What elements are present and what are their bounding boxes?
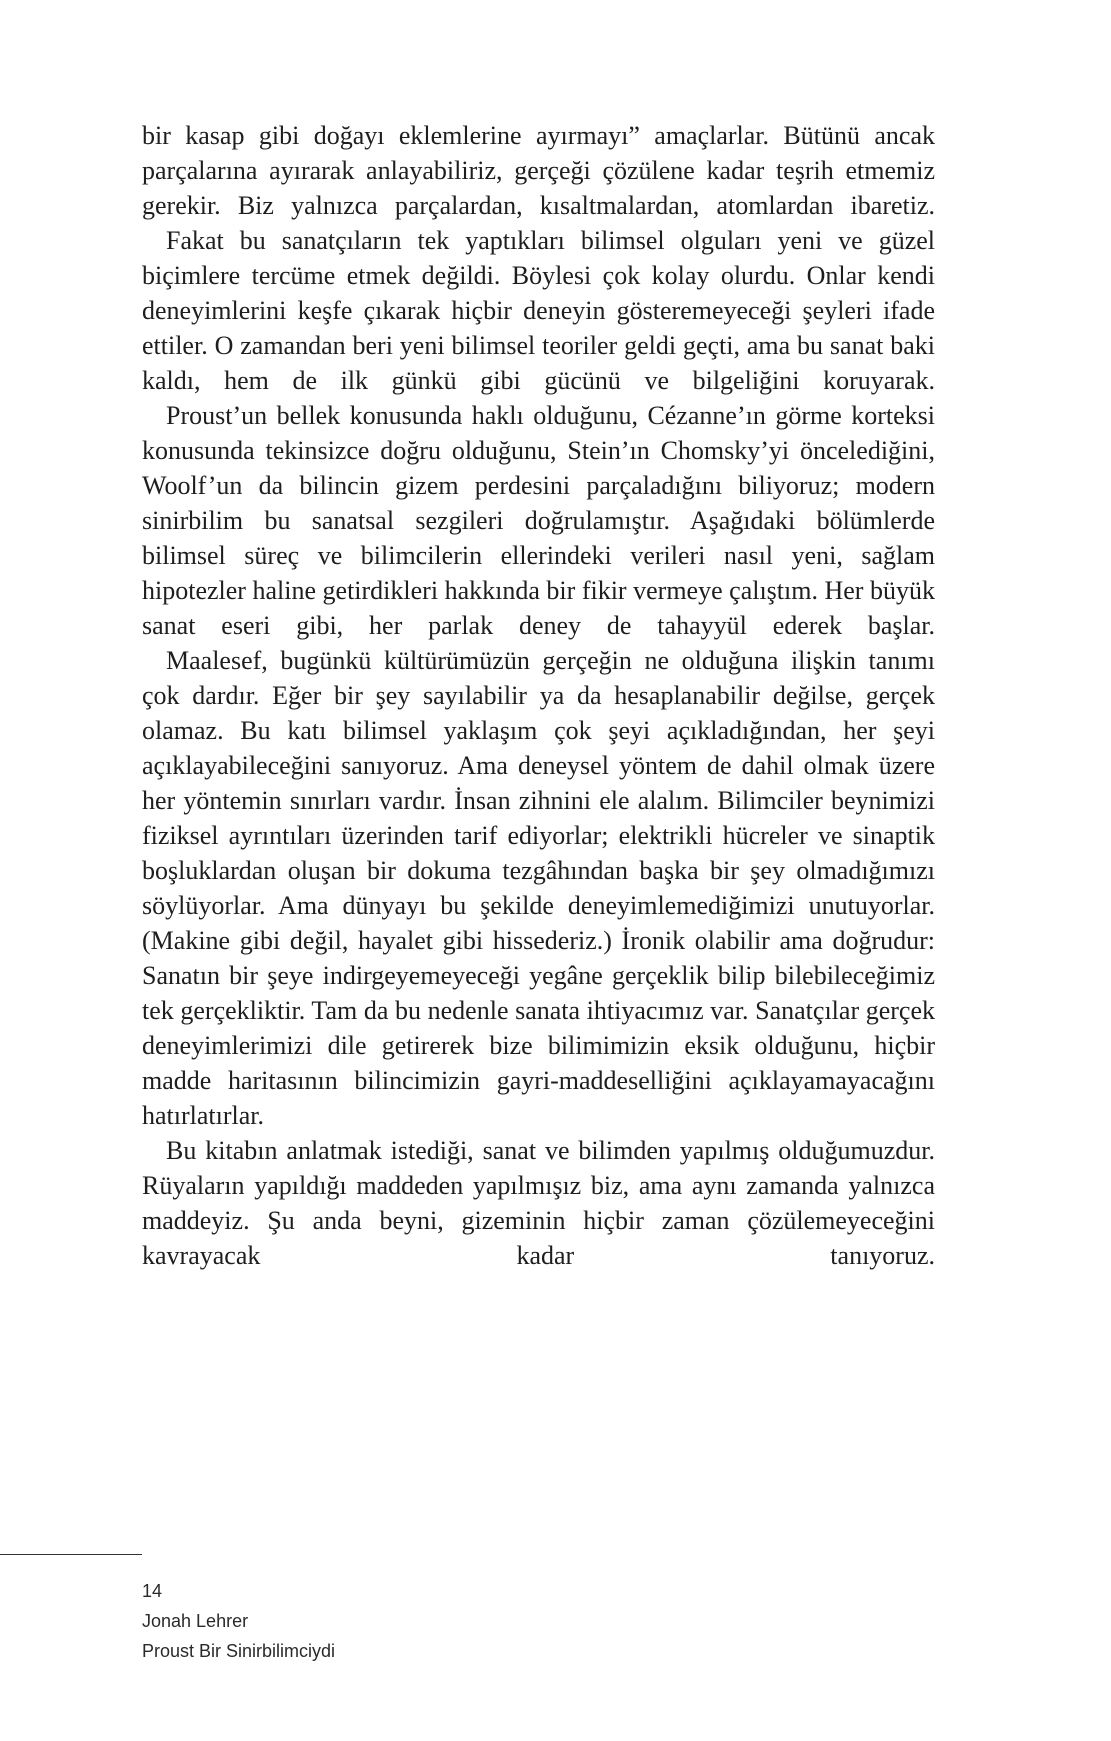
paragraph: Fakat bu sanatçıların tek yaptıkları bilimsel olguları yeni ve güzel biçimlere tercüme etmek değildi. Böylesi çok kolay olurdu. Onlar kendi deneyimlerini keşfe çıkarak hiçbir deneyin gösteremeyeceği şeyleri ifade ettiler. O zamandan beri yeni bilimsel teoriler geldi geçti, ama bu sanat baki kaldı, hem de ilk günkü gibi gücünü ve bilgeliğini koruyarak. [142,226,935,395]
paragraph: bir kasap gibi doğayı eklemlerine ayırmayı” amaçlarlar. Bütünü ancak parçalarına ayırarak anlayabiliriz, gerçeği çözülene kadar teşrih etmemiz gerekir. Biz yalnızca parçalardan, kısaltmalardan, atomlardan ibaretiz. [142,121,935,220]
book-title: Proust Bir Sinirbilimciydi [142,1641,336,1661]
body-text [142,118,935,1273]
paragraph: Bu kitabın anlatmak istediği, sanat ve bilimden yapılmış olduğumuzdur. Rüyaların yapıldığı maddeden yapılmışız biz, ama aynı zamanda yalnızca maddeyiz. Şu anda beyni, gizeminin hiçbir zaman çözülemeyeceğini kavrayacak kadar tanıyoruz. [142,1136,935,1270]
paragraph: Maalesef, bugünkü kültürümüzün gerçeğin ne olduğuna ilişkin tanımı çok dardır. Eğer bir şey sayılabilir ya da hesaplanabilir değilse, gerçek olamaz. Bu katı bilimsel yaklaşım çok şeyi açıkladığından, her şeyi açıklayabileceğini sanıyoruz. Ama deneysel yöntem de dahil olmak üzere her yöntemin sınırları vardır. İnsan zihnini ele alalım. Bilimciler beynimizi fiziksel ayrıntıları üzerinden tarif ediyorlar; elektrikli hücreler ve sinaptik boşluklardan oluşan bir dokuma tezgâhından başka bir şey olmadığımızı söylüyorlar. Ama dünyayı bu şekilde deneyimlemediğimizi unutuyorlar. (Makine gibi değil, hayalet gibi hissederiz.) İronik olabilir ama doğrudur: Sanatın bir şeye indirgeyemeyeceği yegâne gerçeklik bilip bilebileceğimiz tek gerçekliktir. Tam da bu nedenle sanata ihtiyacımız var. Sanatçılar gerçek deneyimlerimizi dile getirerek bize bilimimizin eksik olduğunu, hiçbir madde haritasının bilincimizin gayri-maddeselliğini açıklayamayacağını hatırlatırlar. [142,646,935,1130]
page-footer [142,1576,335,1666]
page-number: 14 [142,1581,163,1601]
paragraph: Proust’un bellek konusunda haklı olduğunu, Cézanne’ın görme korteksi konusunda tekinsizce doğru olduğunu, Stein’ın Chomsky’yi öncelediğini, Woolf’un da bilincin gizem perdesini parçaladığını biliyoruz; modern sinirbilim bu sanatsal sezgileri doğrulamıştır. Aşağıdaki bölümlerde bilimsel süreç ve bilimcilerin ellerindeki verileri nasıl yeni, sağlam hipotezler haline getirdikleri hakkında bir fikir vermeye çalıştım. Her büyük sanat eseri gibi, her parlak deney de tahayyül ederek başlar. [142,401,935,640]
author-name: Jonah Lehrer [142,1611,249,1631]
footer-rule [0,1554,142,1555]
